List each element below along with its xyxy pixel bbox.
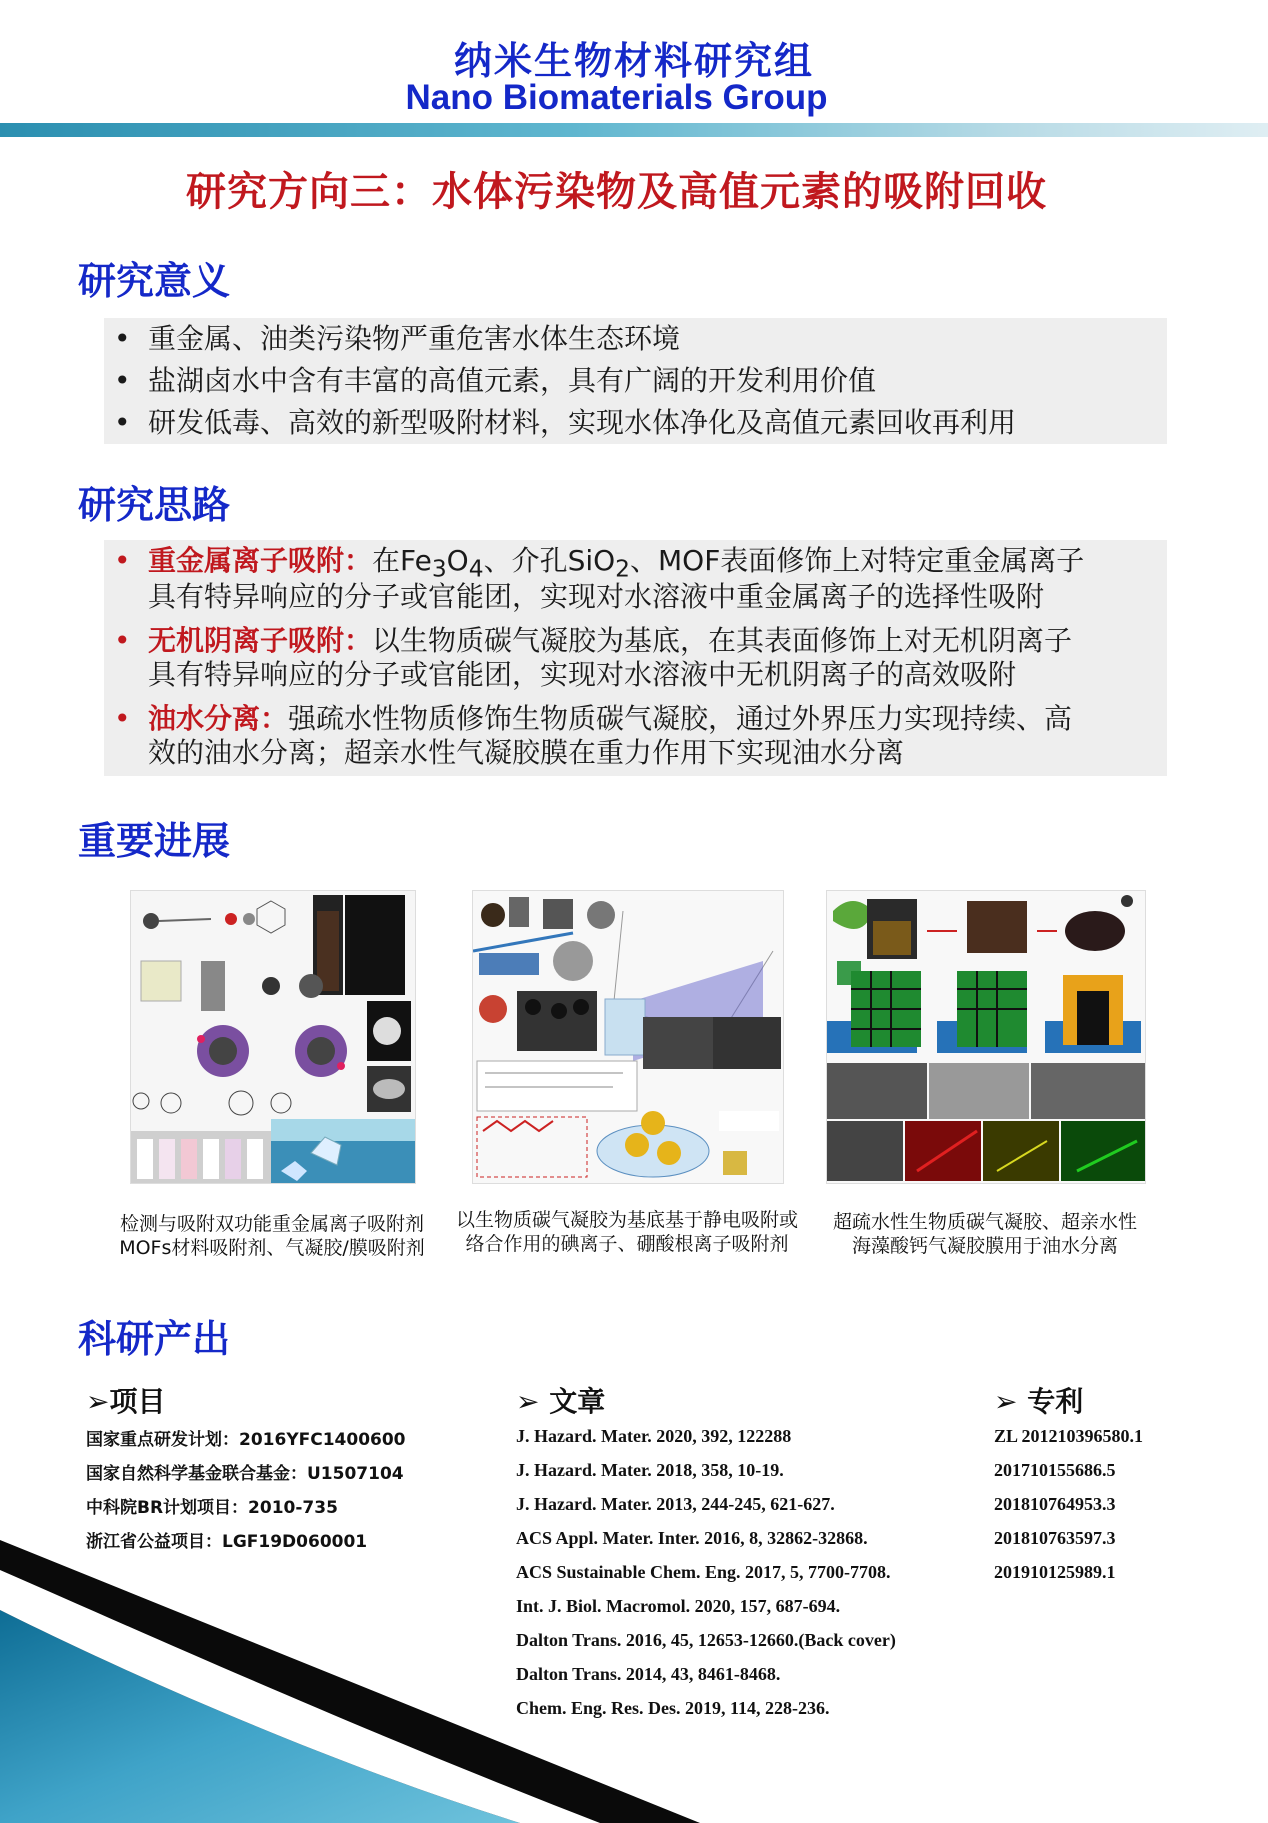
- article-item: Chem. Eng. Res. Des. 2019, 114, 228-236.: [516, 1698, 830, 1718]
- patent-item: 201710155686.5: [994, 1460, 1116, 1480]
- approach-label: 油水分离：: [148, 702, 289, 735]
- list-item-text: 盐湖卤水中含有丰富的高值元素，具有广阔的开发利用价值: [148, 364, 877, 397]
- arrow-icon: ➢: [516, 1385, 550, 1418]
- patent-item: 201810763597.3: [994, 1528, 1116, 1548]
- figure-caption: 以生物质碳气凝胶为基底基于静电吸附或 络合作用的碘离子、硼酸根离子吸附剂: [455, 1209, 798, 1255]
- project-item: 中科院BR计划项目：2010-735: [86, 1498, 338, 1518]
- patent-item: 201810764953.3: [994, 1494, 1116, 1514]
- page-title: 研究方向三：水体污染物及高值元素的吸附回收: [186, 169, 1047, 215]
- column-heading-articles: ➢ 文章: [516, 1385, 606, 1418]
- article-item: J. Hazard. Mater. 2018, 358, 10-19.: [516, 1460, 784, 1480]
- approach-label: 无机阴离子吸附：: [148, 624, 373, 657]
- arrow-icon: ➢: [994, 1385, 1028, 1418]
- figure-heavy-metal-adsorbent: [130, 890, 416, 1184]
- approach-label: 重金属离子吸附：: [148, 544, 373, 577]
- project-item: 浙江省公益项目：LGF19D060001: [86, 1532, 368, 1552]
- project-item: 国家自然科学基金联合基金：U1507104: [86, 1464, 404, 1484]
- figure-caption: 检测与吸附双功能重金属离子吸附剂 MOFs材料吸附剂、气凝胶/膜吸附剂: [119, 1213, 425, 1259]
- significance-box: • 重金属、油类污染物严重危害水体生态环境 • 盐湖卤水中含有丰富的高值元素，具有广阔的开发利用价值 • 研发低毒、高效的新型吸附材料，实现水体净化及高值元素回收再利用: [104, 318, 1167, 444]
- approach-text: 具有特异响应的分子或官能团，实现对水溶液中无机阴离子的高效吸附: [148, 658, 1017, 691]
- approach-text: 具有特异响应的分子或官能团，实现对水溶液中重金属离子的选择性吸附: [148, 580, 1045, 613]
- column-heading-patents: ➢ 专利: [994, 1385, 1084, 1418]
- figure-oil-water-separation: [826, 890, 1146, 1184]
- list-item-text: 研发低毒、高效的新型吸附材料，实现水体净化及高值元素回收再利用: [148, 406, 1017, 439]
- section-heading-approach: 研究思路: [78, 483, 231, 527]
- article-item: Dalton Trans. 2016, 45, 12653-12660.(Back cover): [516, 1630, 896, 1650]
- article-item: ACS Appl. Mater. Inter. 2016, 8, 32862-32868.: [516, 1528, 868, 1548]
- patent-item: 201910125989.1: [994, 1562, 1116, 1582]
- project-item: 国家重点研发计划：2016YFC1400600: [86, 1430, 406, 1450]
- figure-illustration: [131, 891, 415, 1183]
- subscript: 3: [431, 554, 447, 583]
- list-item-text: 重金属、油类污染物严重危害水体生态环境: [148, 322, 681, 355]
- article-item: J. Hazard. Mater. 2020, 392, 122288: [516, 1426, 792, 1446]
- approach-text: 、MOF表面修饰上对特定重金属离子: [630, 544, 1085, 577]
- figure-caption: 超疏水性生物质碳气凝胶、超亲水性 海藻酸钙气凝胶膜用于油水分离: [832, 1211, 1137, 1257]
- approach-box: • 重金属离子吸附：在$Fe_3O_4$、介孔SiO$_2$、MOF表面修饰上对特定重金属离子 具有特异响应的分子或官能团，实现对水溶液中重金属离子的选择性吸附 • 无机阴离子吸附：以生物质碳气凝胶为基底，在其表面修饰上对无机阴离子 具有特异响应的分子或官能团，实现对水溶液中无机阴离子的高效吸附 • 油水分离：强疏水性物质修饰生物质碳气凝胶，通过外界压力实现持续、高 效的油水分离；超亲水性气凝胶膜在重力作用下实现油水分离: [104, 540, 1167, 776]
- approach-text: 在Fe: [372, 544, 432, 577]
- article-item: Dalton Trans. 2014, 43, 8461-8468.: [516, 1664, 781, 1684]
- group-title-cn: 纳米生物材料研究组: [453, 39, 814, 83]
- arrow-icon: ➢: [86, 1385, 110, 1418]
- figure-illustration: [827, 891, 1145, 1183]
- column-heading-projects: ➢项目: [86, 1385, 166, 1418]
- header-band: [0, 123, 1268, 137]
- article-item: J. Hazard. Mater. 2013, 244-245, 621-627.: [516, 1494, 835, 1514]
- approach-text: 效的油水分离；超亲水性气凝胶膜在重力作用下实现油水分离: [148, 736, 905, 769]
- approach-text: 、介孔SiO: [483, 544, 616, 577]
- approach-text: O: [446, 544, 469, 577]
- section-heading-output: 科研产出: [78, 1317, 231, 1361]
- figure-illustration: [473, 891, 783, 1183]
- subscript: 4: [468, 554, 484, 583]
- article-item: Int. J. Biol. Macromol. 2020, 157, 687-694.: [516, 1596, 841, 1616]
- patent-item: ZL 201210396580.1: [994, 1426, 1144, 1446]
- approach-text: 以生物质碳气凝胶为基底，在其表面修饰上对无机阴离子: [372, 624, 1073, 657]
- figure-anion-adsorbent: [472, 890, 784, 1184]
- group-title-en: Nano Biomaterials Group: [405, 78, 828, 117]
- article-item: ACS Sustainable Chem. Eng. 2017, 5, 7700-7708.: [516, 1562, 891, 1582]
- section-heading-significance: 研究意义: [78, 259, 231, 303]
- approach-text: 强疏水性物质修饰生物质碳气凝胶，通过外界压力实现持续、高: [288, 702, 1073, 735]
- subscript: 2: [615, 554, 630, 583]
- section-heading-progress: 重要进展: [78, 819, 231, 863]
